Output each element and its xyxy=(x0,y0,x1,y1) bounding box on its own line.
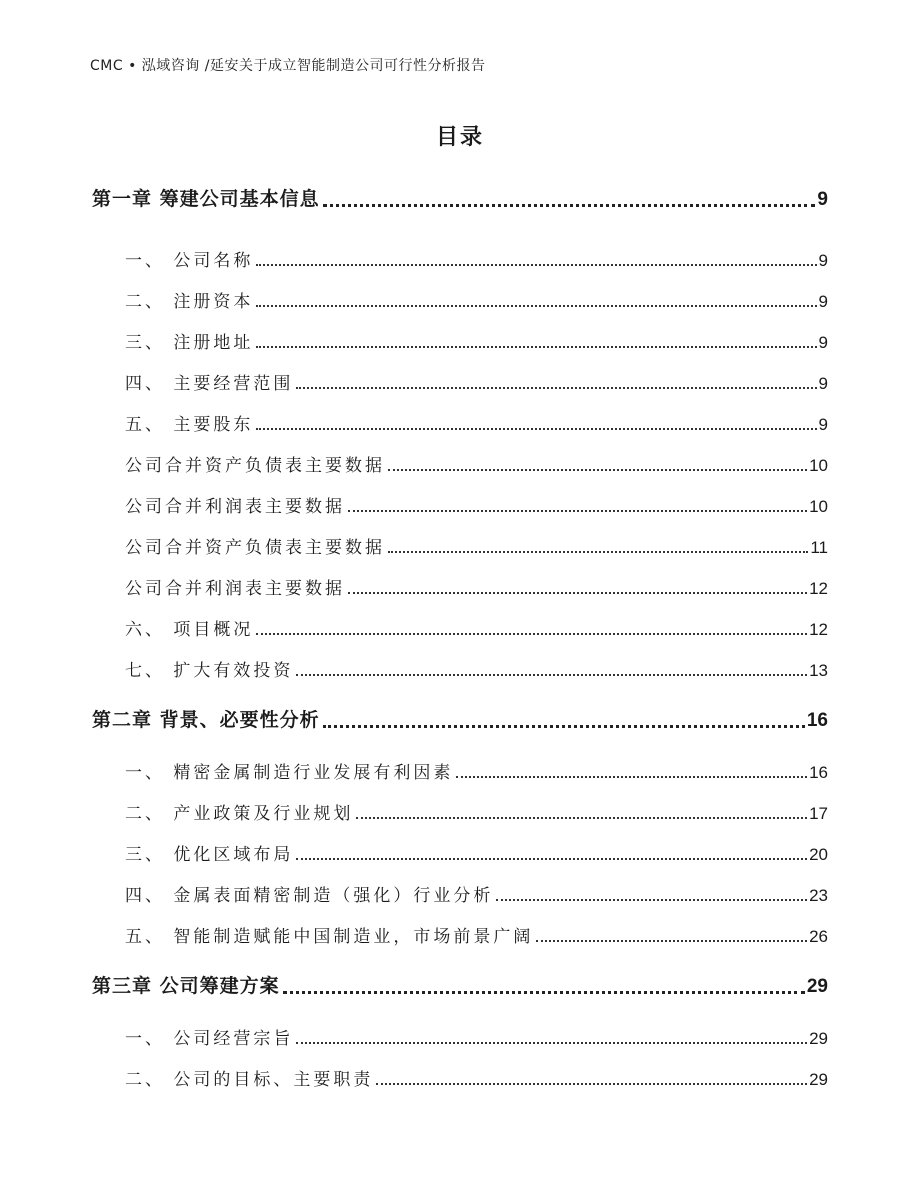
toc-leader-dots xyxy=(388,550,808,553)
toc-entry-page: 9 xyxy=(818,415,828,434)
toc-entry-label: 一、 精密金属制造行业发展有利因素 xyxy=(125,763,454,783)
toc-leader-dots xyxy=(296,386,816,389)
toc-entry-page: 9 xyxy=(817,189,828,210)
toc-entry-label: 公司合并利润表主要数据 xyxy=(125,497,345,517)
toc-entry-page: 26 xyxy=(809,927,828,946)
toc-entry-label: 二、 公司的目标、主要职责 xyxy=(125,1070,374,1090)
toc-leader-dots xyxy=(256,345,816,348)
toc-leader-dots xyxy=(256,427,816,430)
toc-entry-label: 公司合并资产负债表主要数据 xyxy=(125,538,385,558)
toc-entry-label: 公司合并利润表主要数据 xyxy=(125,579,345,599)
toc-leader-dots xyxy=(323,203,816,207)
toc-entry-page: 9 xyxy=(818,374,828,393)
toc-entry-label: 三、 优化区域布局 xyxy=(125,845,294,865)
toc-section-1-3[interactable] xyxy=(125,328,828,353)
toc-entry-page: 12 xyxy=(809,579,828,598)
toc-section-1-11[interactable] xyxy=(125,656,828,681)
toc-leader-dots xyxy=(296,857,807,860)
toc-leader-dots xyxy=(348,509,807,512)
toc-section-1-4[interactable] xyxy=(125,369,828,394)
toc-entry-page: 29 xyxy=(809,1070,828,1089)
toc-entry-label: 五、 智能制造赋能中国制造业，市场前景广阔 xyxy=(125,927,534,947)
toc-leader-dots xyxy=(296,673,807,676)
toc-section-1-5[interactable] xyxy=(125,410,828,435)
toc-leader-dots xyxy=(256,632,807,635)
toc-title: 目录 xyxy=(435,125,484,150)
toc-entry-label: 第三章 公司筹建方案 xyxy=(92,975,280,997)
toc-section-3-2[interactable] xyxy=(125,1065,828,1090)
toc-leader-dots xyxy=(376,1082,807,1085)
toc-entry-label: 四、 金属表面精密制造（强化）行业分析 xyxy=(125,886,494,906)
toc-leader-dots xyxy=(456,775,807,778)
toc-section-1-1[interactable] xyxy=(125,246,828,271)
toc-entry-page: 16 xyxy=(806,710,828,731)
toc-chapter-1[interactable] xyxy=(92,184,828,211)
toc-entry-page: 17 xyxy=(809,804,828,823)
toc-leader-dots xyxy=(536,939,807,942)
toc-entry-label: 第一章 筹建公司基本信息 xyxy=(92,188,320,210)
toc-section-1-9[interactable] xyxy=(125,574,828,599)
toc-entry-label: 一、 公司名称 xyxy=(125,251,254,271)
toc-leader-dots xyxy=(283,990,805,994)
toc-section-2-1[interactable] xyxy=(125,758,828,783)
toc-entry-label: 一、 公司经营宗旨 xyxy=(125,1029,294,1049)
toc-entry-label: 七、 扩大有效投资 xyxy=(125,661,294,681)
toc-chapter-3[interactable] xyxy=(92,971,828,998)
toc-entry-label: 六、 项目概况 xyxy=(125,620,254,640)
toc-section-1-8[interactable] xyxy=(125,533,828,558)
toc-leader-dots xyxy=(296,1041,807,1044)
toc-section-1-2[interactable] xyxy=(125,287,828,312)
toc-section-2-3[interactable] xyxy=(125,840,828,865)
toc-section-1-10[interactable] xyxy=(125,615,828,640)
toc-entry-label: 二、 注册资本 xyxy=(125,292,254,312)
toc-entry-page: 13 xyxy=(809,661,828,680)
toc-entry-page: 10 xyxy=(809,497,828,516)
toc-section-1-7[interactable] xyxy=(125,492,828,517)
toc-entry-label: 三、 注册地址 xyxy=(125,333,254,353)
toc-entry-page: 10 xyxy=(809,456,828,475)
toc-leader-dots xyxy=(256,304,816,307)
toc-leader-dots xyxy=(256,263,816,266)
toc-entry-page: 20 xyxy=(809,845,828,864)
toc-leader-dots xyxy=(496,898,807,901)
toc-section-3-1[interactable] xyxy=(125,1024,828,1049)
toc-entry-page: 9 xyxy=(818,333,828,352)
toc-entry-page: 16 xyxy=(809,763,828,782)
toc-entry-page: 12 xyxy=(809,620,828,639)
toc-leader-dots xyxy=(388,468,807,471)
toc-chapter-2[interactable] xyxy=(92,705,828,732)
toc-entry-page: 11 xyxy=(810,538,828,557)
toc-entry-page: 29 xyxy=(809,1029,828,1048)
toc-section-2-4[interactable] xyxy=(125,881,828,906)
toc-entry-page: 9 xyxy=(818,251,828,270)
toc-section-2-5[interactable] xyxy=(125,922,828,947)
toc-entry-page: 9 xyxy=(818,292,828,311)
toc-entry-label: 二、 产业政策及行业规划 xyxy=(125,804,354,824)
toc-entry-label: 四、 主要经营范围 xyxy=(125,374,294,394)
toc-entry-label: 公司合并资产负债表主要数据 xyxy=(125,456,385,476)
toc-entry-label: 第二章 背景、必要性分析 xyxy=(92,709,320,731)
toc-leader-dots xyxy=(323,724,805,728)
toc-section-2-2[interactable] xyxy=(125,799,828,824)
toc-entry-page: 29 xyxy=(806,976,828,997)
toc-entry-page: 23 xyxy=(809,886,828,905)
toc-section-1-6[interactable] xyxy=(125,451,828,476)
running-header: CMC • 泓域咨询 /延安关于成立智能制造公司可行性分析报告 xyxy=(90,58,486,74)
toc-leader-dots xyxy=(348,591,807,594)
toc-leader-dots xyxy=(356,816,807,819)
toc-entry-label: 五、 主要股东 xyxy=(125,415,254,435)
